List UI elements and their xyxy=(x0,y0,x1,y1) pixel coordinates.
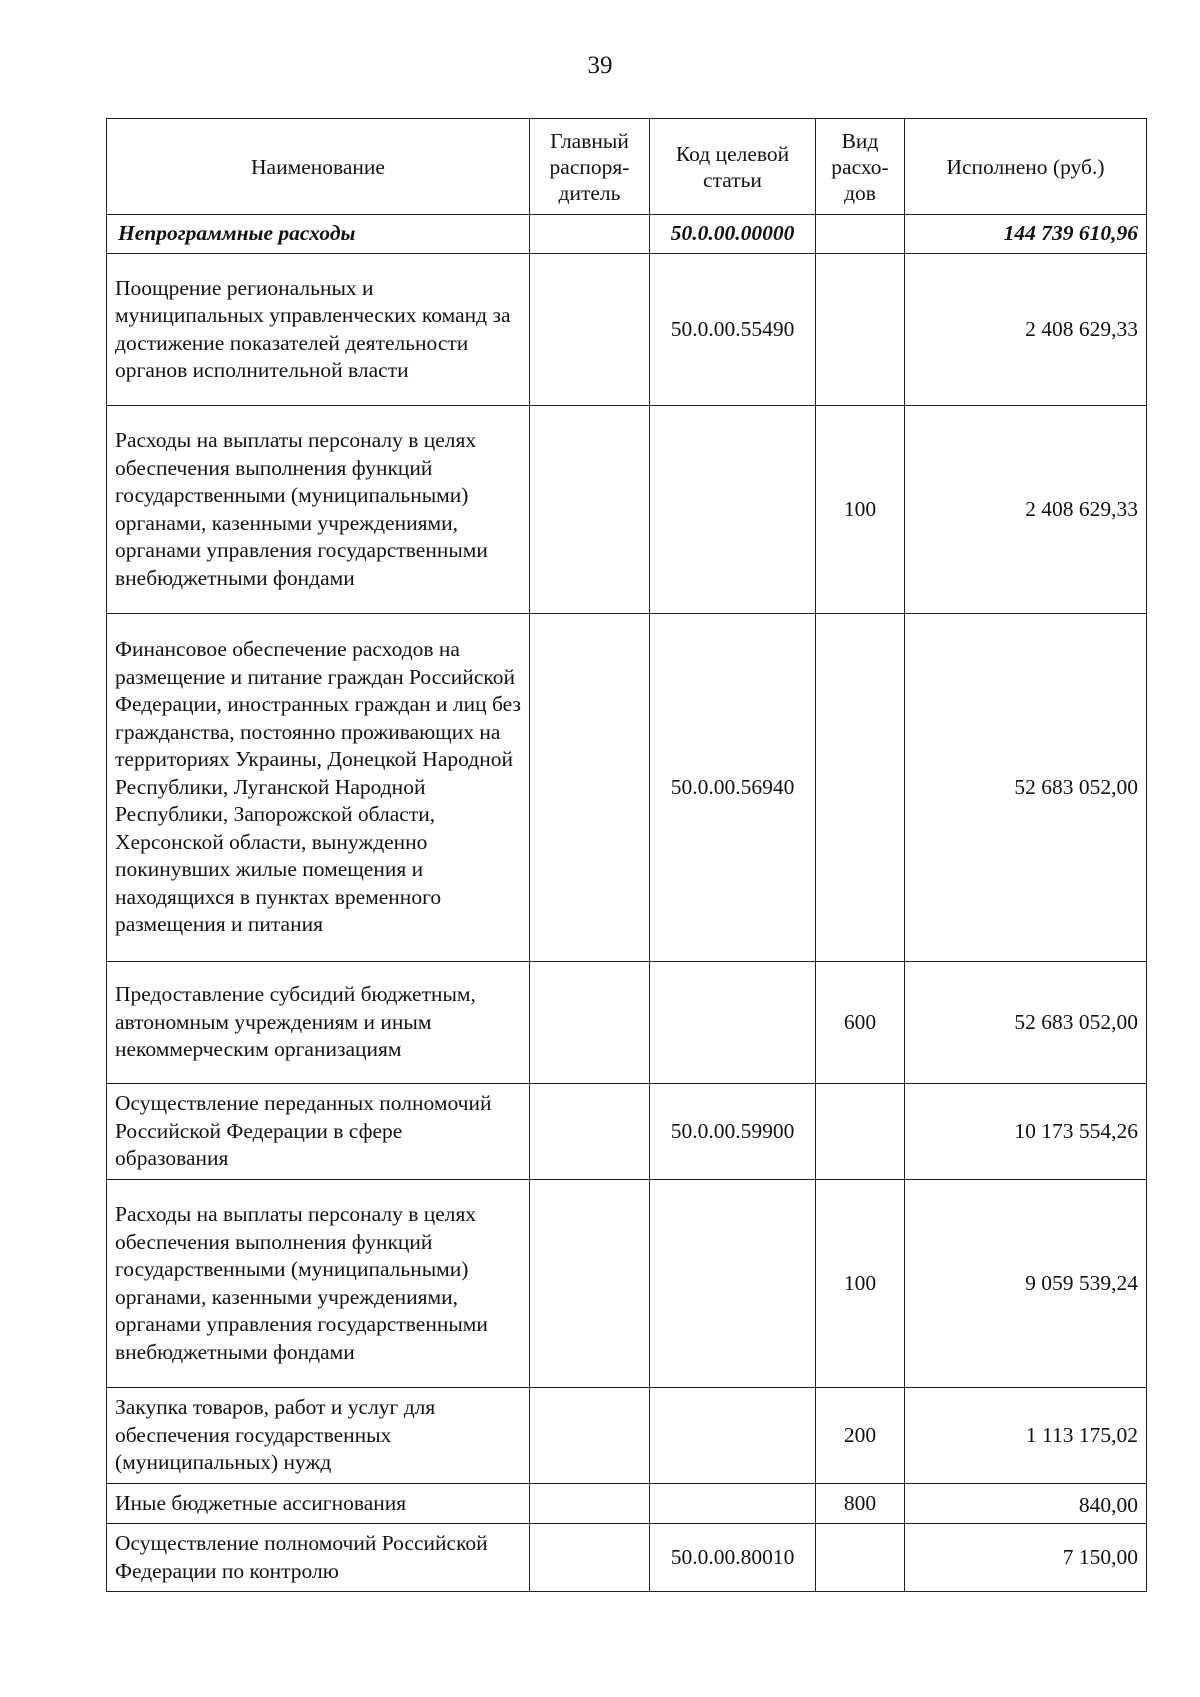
row-manager xyxy=(530,406,650,614)
row-name: Осуществление полномочий Российской Федерации по контролю xyxy=(107,1524,530,1592)
row-name: Поощрение региональных и муниципальных управленческих команд за достижение показателей деятельности органов исполнительной власти xyxy=(107,254,530,406)
row-code: 50.0.00.00000 xyxy=(650,215,816,254)
table-row xyxy=(107,406,1147,614)
row-name: Закупка товаров, работ и услуг для обеспечения государственных (муниципальных) нужд xyxy=(107,1388,530,1484)
row-code: 50.0.00.56940 xyxy=(650,614,816,962)
table-row xyxy=(107,1180,1147,1388)
table-row xyxy=(107,1388,1147,1484)
row-executed: 9 059 539,24 xyxy=(905,1180,1147,1388)
row-executed: 1 113 175,02 xyxy=(905,1388,1147,1484)
row-executed: 144 739 610,96 xyxy=(905,215,1147,254)
table-row xyxy=(107,1484,1147,1524)
row-executed: 840,00 xyxy=(905,1484,1147,1524)
row-code: 50.0.00.59900 xyxy=(650,1084,816,1180)
row-name: Предоставление субсидий бюджетным, автономным учреждениям и иным некоммерческим организациям xyxy=(107,962,530,1084)
row-executed: 52 683 052,00 xyxy=(905,962,1147,1084)
row-manager xyxy=(530,962,650,1084)
row-type xyxy=(816,254,905,406)
row-code xyxy=(650,962,816,1084)
row-code xyxy=(650,406,816,614)
row-type: 100 xyxy=(816,406,905,614)
row-manager xyxy=(530,1180,650,1388)
row-manager xyxy=(530,1084,650,1180)
row-name: Иные бюджетные ассигнования xyxy=(107,1484,530,1524)
row-manager xyxy=(530,614,650,962)
row-executed: 2 408 629,33 xyxy=(905,406,1147,614)
row-type: 100 xyxy=(816,1180,905,1388)
row-manager xyxy=(530,1388,650,1484)
header-manager: Главный распоря-дитель xyxy=(530,119,650,215)
row-type xyxy=(816,614,905,962)
row-name: Расходы на выплаты персоналу в целях обеспечения выполнения функций государственными (муниципальными) органами, казенными учреждениями, органами управления государственными внебюджетными фондами xyxy=(107,1180,530,1388)
page-number: 39 xyxy=(587,52,613,79)
header-code: Код целевой статьи xyxy=(650,119,816,215)
table-header-row xyxy=(107,119,1147,215)
row-code xyxy=(650,1180,816,1388)
header-executed: Исполнено (руб.) xyxy=(905,119,1147,215)
row-manager xyxy=(530,1524,650,1592)
row-code: 50.0.00.55490 xyxy=(650,254,816,406)
row-type: 800 xyxy=(816,1484,905,1524)
row-code: 50.0.00.80010 xyxy=(650,1524,816,1592)
row-code xyxy=(650,1484,816,1524)
row-executed: 10 173 554,26 xyxy=(905,1084,1147,1180)
table-row xyxy=(107,215,1147,254)
budget-table xyxy=(106,118,1147,1592)
row-type xyxy=(816,1524,905,1592)
row-name: Непрограммные расходы xyxy=(107,215,530,254)
row-type xyxy=(816,215,905,254)
table-row xyxy=(107,254,1147,406)
row-manager xyxy=(530,1484,650,1524)
row-type: 200 xyxy=(816,1388,905,1484)
table-row xyxy=(107,1524,1147,1592)
row-executed: 7 150,00 xyxy=(905,1524,1147,1592)
header-name: Наименование xyxy=(107,119,530,215)
row-name: Осуществление переданных полномочий Российской Федерации в сфере образования xyxy=(107,1084,530,1180)
header-type: Вид расхо-дов xyxy=(816,119,905,215)
row-executed: 2 408 629,33 xyxy=(905,254,1147,406)
row-name: Финансовое обеспечение расходов на размещение и питание граждан Российской Федерации, иностранных граждан и лиц без гражданства, постоянно проживающих на территориях Украины, Донецкой Народной Республики, Луганской Народной Республики, Запорожской области, Херсонской области, вынужденно покинувших жилые помещения и находящихся в пунктах временного размещения и питания xyxy=(107,614,530,962)
row-code xyxy=(650,1388,816,1484)
row-manager xyxy=(530,215,650,254)
row-executed: 52 683 052,00 xyxy=(905,614,1147,962)
table-row xyxy=(107,614,1147,962)
row-type: 600 xyxy=(816,962,905,1084)
row-name: Расходы на выплаты персоналу в целях обеспечения выполнения функций государственными (муниципальными) органами, казенными учреждениями, органами управления государственными внебюджетными фондами xyxy=(107,406,530,614)
row-type xyxy=(816,1084,905,1180)
row-manager xyxy=(530,254,650,406)
table-row xyxy=(107,1084,1147,1180)
table-row xyxy=(107,962,1147,1084)
